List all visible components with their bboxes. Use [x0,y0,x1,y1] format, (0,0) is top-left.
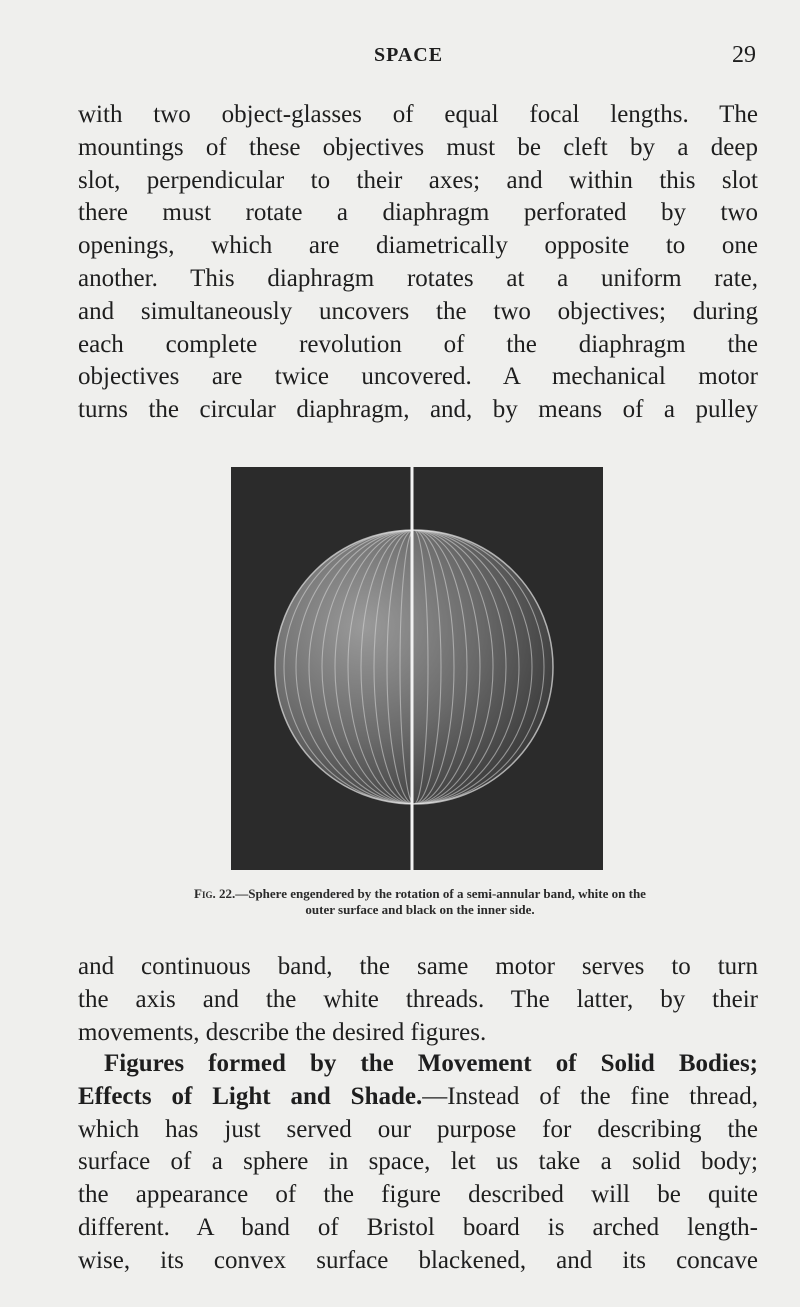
sphere-illustration [231,467,603,870]
text-line: turns the circular diaphragm, and, by means of a pulley [78,396,758,424]
text-line: different. A band of Bristol board is arched length- [78,1213,758,1241]
figure-label: Fig. 22. [194,886,236,901]
text-line: movements, describe the desired figures. [78,1018,487,1046]
caption-line-2: outer surface and black on the inner side. [305,902,535,917]
section-heading: Figures formed by the Movement of Solid Bodies; [104,1050,758,1077]
caption-line-1: —Sphere engendered by the rotation of a semi-annular band, white on the [235,886,646,901]
text-line: each complete revolution of the diaphragm the [78,330,758,358]
text-line: objectives are twice uncovered. A mechanical motor [78,363,758,391]
text-line: wise, its convex surface blackened, and its concave [78,1246,758,1274]
sphere-body [275,530,553,804]
text-line: surface of a sphere in space, let us take a solid body; [78,1148,758,1176]
text-line: openings, which are diametrically opposite to one [78,232,758,260]
text-line: with two object-glasses of equal focal lengths. The [78,101,758,128]
figure-caption [80,886,760,918]
running-head: SPACE [374,44,444,66]
page-number: 29 [732,42,756,68]
text-line: the axis and the white threads. The latter, by their [78,985,758,1013]
text-line: and simultaneously uncovers the two objectives; during [78,297,758,325]
paragraph-top [78,99,758,427]
paragraph-bottom [78,951,758,1049]
text-line: and continuous band, the same motor serves to turn [78,953,758,980]
page-header [0,44,800,74]
section-paragraph [78,1048,758,1278]
section-heading-continued [78,1081,758,1114]
text-line: there must rotate a diaphragm perforated by two [78,199,758,227]
sphere-figure [231,467,603,870]
text-line: which has just served our purpose for describing the [78,1115,758,1143]
text-line: the appearance of the figure described will be quite [78,1181,758,1209]
text-line: another. This diaphragm rotates at a uniform rate, [78,264,758,292]
section-heading-rest: —Instead of the fine thread, [422,1082,758,1110]
text-line: slot, perpendicular to their axes; and within this slot [78,166,758,194]
text-line: mountings of these objectives must be cleft by a deep [78,133,758,161]
section-heading-bold: Effects of Light and Shade. [78,1082,423,1110]
